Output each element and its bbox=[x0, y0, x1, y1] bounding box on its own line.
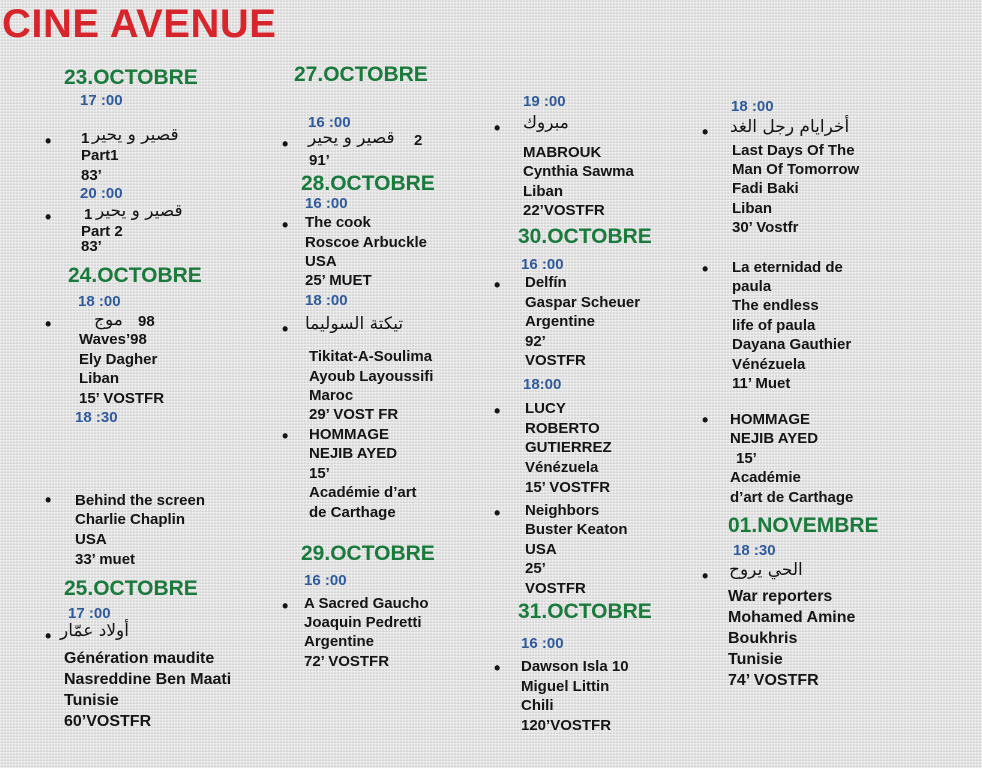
film-line: USA bbox=[305, 253, 337, 270]
film-line: Last Days Of The bbox=[732, 142, 855, 159]
film-line: 15’ VOSTFR bbox=[525, 479, 611, 496]
date-heading: 27.OCTOBRE bbox=[294, 63, 428, 86]
showtime: 16 :00 bbox=[308, 114, 351, 131]
film-line: 33’ muet bbox=[75, 551, 136, 568]
date-heading: 01.NOVEMBRE bbox=[728, 514, 879, 537]
film-line: 60’VOSTFR bbox=[64, 713, 152, 730]
film-line: Maroc bbox=[309, 387, 354, 404]
film-line: Vénézuela bbox=[732, 356, 806, 373]
bullet-icon: • bbox=[282, 134, 289, 154]
bullet-icon: • bbox=[45, 131, 52, 151]
film-line: Académie d’art bbox=[309, 484, 417, 501]
date-heading: 29.OCTOBRE bbox=[301, 542, 435, 565]
bullet-icon: • bbox=[45, 314, 52, 334]
film-line: 22’VOSTFR bbox=[523, 202, 605, 219]
film-line: Delfín bbox=[525, 274, 567, 291]
bullet-icon: • bbox=[45, 490, 52, 510]
film-line: Chili bbox=[521, 697, 554, 714]
film-line: Gaspar Scheuer bbox=[525, 294, 641, 311]
film-arabic-title: مبروك bbox=[523, 113, 569, 133]
film-line: Tunisie bbox=[728, 651, 783, 668]
film-line: Tunisie bbox=[64, 692, 119, 709]
film-number: 1 bbox=[84, 206, 93, 223]
showtime: 18 :00 bbox=[731, 98, 774, 115]
film-line: 25’ bbox=[525, 560, 546, 577]
film-line: Part 2 bbox=[81, 223, 123, 240]
film-line: Waves’98 bbox=[79, 331, 147, 348]
film-line: VOSTFR bbox=[525, 352, 586, 369]
film-number: 98 bbox=[138, 313, 155, 330]
film-line: Man Of Tomorrow bbox=[732, 161, 860, 178]
film-line: Joaquin Pedretti bbox=[304, 614, 422, 631]
film-line: Boukhris bbox=[728, 630, 798, 647]
film-line: 92’ bbox=[525, 333, 546, 350]
film-line: GUTIERREZ bbox=[525, 439, 612, 456]
bullet-icon: • bbox=[702, 410, 709, 430]
showtime: 18:00 bbox=[523, 376, 562, 393]
film-line: HOMMAGE bbox=[309, 426, 389, 443]
showtime: 16 :00 bbox=[305, 195, 348, 212]
bullet-icon: • bbox=[494, 658, 501, 678]
film-arabic-title: قصير و يحير bbox=[92, 125, 179, 145]
date-heading: 23.OCTOBRE bbox=[64, 66, 198, 89]
film-line: Part1 bbox=[81, 147, 119, 164]
showtime: 17 :00 bbox=[68, 605, 111, 622]
film-line: Roscoe Arbuckle bbox=[305, 234, 427, 251]
film-line: Ayoub Layoussifi bbox=[309, 368, 434, 385]
bullet-icon: • bbox=[494, 275, 501, 295]
film-line: Argentine bbox=[525, 313, 596, 330]
bullet-icon: • bbox=[494, 401, 501, 421]
film-line: Charlie Chaplin bbox=[75, 511, 186, 528]
film-line: Ely Dagher bbox=[79, 351, 158, 368]
film-line: HOMMAGE bbox=[730, 411, 810, 428]
film-line: Liban bbox=[79, 370, 119, 387]
film-line: Fadi Baki bbox=[732, 180, 799, 197]
film-arabic-title: قصير و يحير bbox=[308, 128, 395, 148]
bullet-icon: • bbox=[702, 566, 709, 586]
film-line: paula bbox=[732, 278, 772, 295]
film-line: 29’ VOST FR bbox=[309, 406, 399, 423]
film-line: A Sacred Gaucho bbox=[304, 595, 429, 612]
showtime: 18 :30 bbox=[733, 542, 776, 559]
film-line: Tikitat-A-Soulima bbox=[309, 348, 433, 365]
brand-title: CINE AVENUE bbox=[2, 2, 277, 46]
film-line: d’art de Carthage bbox=[730, 489, 854, 506]
film-line: 120’VOSTFR bbox=[521, 717, 612, 734]
film-line: Vénézuela bbox=[525, 459, 599, 476]
showtime: 17 :00 bbox=[80, 92, 123, 109]
film-arabic-title: أولاد عمّار bbox=[60, 621, 129, 641]
film-line: Cynthia Sawma bbox=[523, 163, 634, 180]
film-line: LUCY bbox=[525, 400, 566, 417]
film-line: Dayana Gauthier bbox=[732, 336, 852, 353]
film-arabic-title: تيكتة السوليما bbox=[305, 314, 404, 334]
date-heading: 24.OCTOBRE bbox=[68, 264, 202, 287]
film-line: Argentine bbox=[304, 633, 375, 650]
date-heading: 28.OCTOBRE bbox=[301, 172, 435, 195]
film-arabic-title: قصير و يحير bbox=[96, 201, 183, 221]
film-line: life of paula bbox=[732, 317, 816, 334]
showtime: 18 :00 bbox=[78, 293, 121, 310]
film-line: 15’ VOSTFR bbox=[79, 390, 165, 407]
showtime: 16 :00 bbox=[304, 572, 347, 589]
showtime: 18 :30 bbox=[75, 409, 118, 426]
film-line: 25’ MUET bbox=[305, 272, 372, 289]
bullet-icon: • bbox=[282, 215, 289, 235]
bullet-icon: • bbox=[494, 503, 501, 523]
film-line: Behind the screen bbox=[75, 492, 206, 509]
film-line: Buster Keaton bbox=[525, 521, 628, 538]
film-line: USA bbox=[525, 541, 557, 558]
film-line: 72’ VOSTFR bbox=[304, 653, 390, 670]
film-arabic-title: موج bbox=[94, 310, 123, 330]
film-line: Dawson Isla 10 bbox=[521, 658, 629, 675]
film-line: Liban bbox=[732, 200, 772, 217]
film-line: USA bbox=[75, 531, 107, 548]
bullet-icon: • bbox=[702, 122, 709, 142]
film-line: 83’ bbox=[81, 167, 102, 184]
bullet-icon: • bbox=[45, 626, 52, 646]
bullet-icon: • bbox=[45, 207, 52, 227]
film-line: Nasreddine Ben Maati bbox=[64, 671, 232, 688]
showtime: 20 :00 bbox=[80, 185, 123, 202]
film-line: 11’ Muet bbox=[732, 375, 791, 392]
film-arabic-title: الحي يروح bbox=[729, 560, 803, 580]
film-line: The cook bbox=[305, 214, 371, 231]
date-heading: 30.OCTOBRE bbox=[518, 225, 652, 248]
film-line: 91’ bbox=[309, 152, 330, 169]
film-line: The endless bbox=[732, 297, 819, 314]
film-line: Miguel Littin bbox=[521, 678, 610, 695]
date-heading: 31.OCTOBRE bbox=[518, 600, 652, 623]
film-line: 15’ bbox=[309, 465, 330, 482]
film-line: 15’ bbox=[736, 450, 757, 467]
showtime: 16 :00 bbox=[521, 635, 564, 652]
showtime: 16 :00 bbox=[521, 256, 564, 273]
showtime: 19 :00 bbox=[523, 93, 566, 110]
bullet-icon: • bbox=[282, 596, 289, 616]
film-line: 74’ VOSTFR bbox=[728, 672, 819, 689]
showtime: 18 :00 bbox=[305, 292, 348, 309]
film-number: 1 bbox=[81, 130, 90, 147]
bullet-icon: • bbox=[494, 118, 501, 138]
film-line: NEJIB AYED bbox=[309, 445, 398, 462]
film-line: MABROUK bbox=[523, 144, 602, 161]
film-line: NEJIB AYED bbox=[730, 430, 819, 447]
film-line: ROBERTO bbox=[525, 420, 600, 437]
film-number: 2 bbox=[414, 132, 423, 149]
bullet-icon: • bbox=[282, 319, 289, 339]
film-line: 83’ bbox=[81, 238, 102, 255]
film-line: de Carthage bbox=[309, 504, 396, 521]
film-line: La eternidad de bbox=[732, 259, 843, 276]
film-line: 30’ Vostfr bbox=[732, 219, 799, 236]
date-heading: 25.OCTOBRE bbox=[64, 577, 198, 600]
bullet-icon: • bbox=[702, 259, 709, 279]
film-line: Mohamed Amine bbox=[728, 609, 856, 626]
bullet-icon: • bbox=[282, 426, 289, 446]
film-line: Liban bbox=[523, 183, 563, 200]
film-line: Neighbors bbox=[525, 502, 600, 519]
film-line: War reporters bbox=[728, 588, 833, 605]
film-arabic-title: أخرايام رجل الغد bbox=[730, 117, 850, 137]
film-line: Génération maudite bbox=[64, 650, 215, 667]
film-line: VOSTFR bbox=[525, 580, 586, 597]
film-line: Académie bbox=[730, 469, 801, 486]
